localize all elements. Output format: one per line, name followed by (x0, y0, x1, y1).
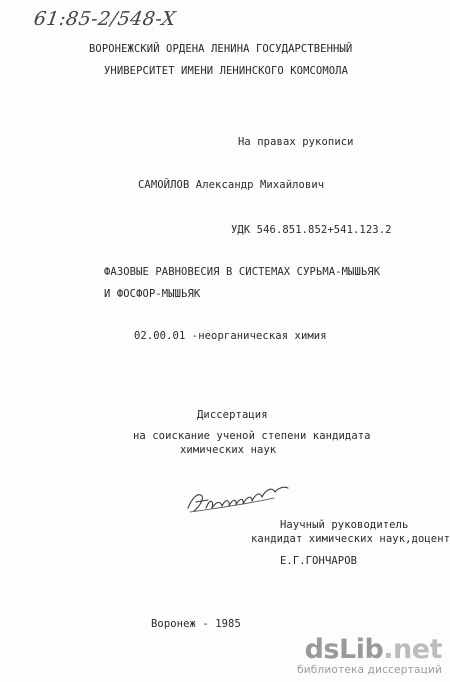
university-line-2: УНИВЕРСИТЕТ ИМЕНИ ЛЕНИНСКОГО КОМСОМОЛА (104, 65, 349, 77)
rights-note: На правах рукописи (238, 136, 354, 148)
watermark-subtitle: библиотека диссертаций (297, 664, 442, 676)
udk-code: УДК 546.851.852+541.123.2 (231, 224, 392, 236)
archive-code: 61:85-2/548-X (32, 8, 178, 30)
watermark-logo (297, 636, 442, 664)
watermark-logo-name: dsLib (304, 634, 384, 665)
author-name: САМОЙЛОВ Александр Михайлович (138, 179, 325, 191)
supervisor-name: Е.Г.ГОНЧАРОВ (280, 555, 358, 567)
place-and-year: Воронеж - 1985 (151, 618, 241, 630)
university-line-1: ВОРОНЕЖСКИЙ ОРДЕНА ЛЕНИНА ГОСУДАРСТВЕННЫЙ (89, 43, 353, 55)
degree-line-2: на соискание ученой степени кандидата (133, 430, 371, 442)
dissertation-title-line-1: ФАЗОВЫЕ РАВНОВЕСИЯ В СИСТЕМАХ СУРЬМА-МЫШЬЯК (104, 266, 381, 278)
degree-line-1: Диссертация (197, 409, 268, 421)
supervisor-line-2: кандидат химических наук,доцент (251, 533, 450, 545)
degree-line-3: химических наук (180, 444, 277, 456)
dslib-watermark (297, 636, 442, 676)
watermark-logo-suffix: .net (383, 634, 442, 665)
author-signature (182, 478, 294, 518)
supervisor-line-1: Научный руководитель (280, 519, 409, 531)
dissertation-title-line-2: И ФОСФОР-МЫШЬЯК (104, 288, 201, 300)
specialty-code: 02.00.01 -неорганическая химия (134, 330, 327, 342)
